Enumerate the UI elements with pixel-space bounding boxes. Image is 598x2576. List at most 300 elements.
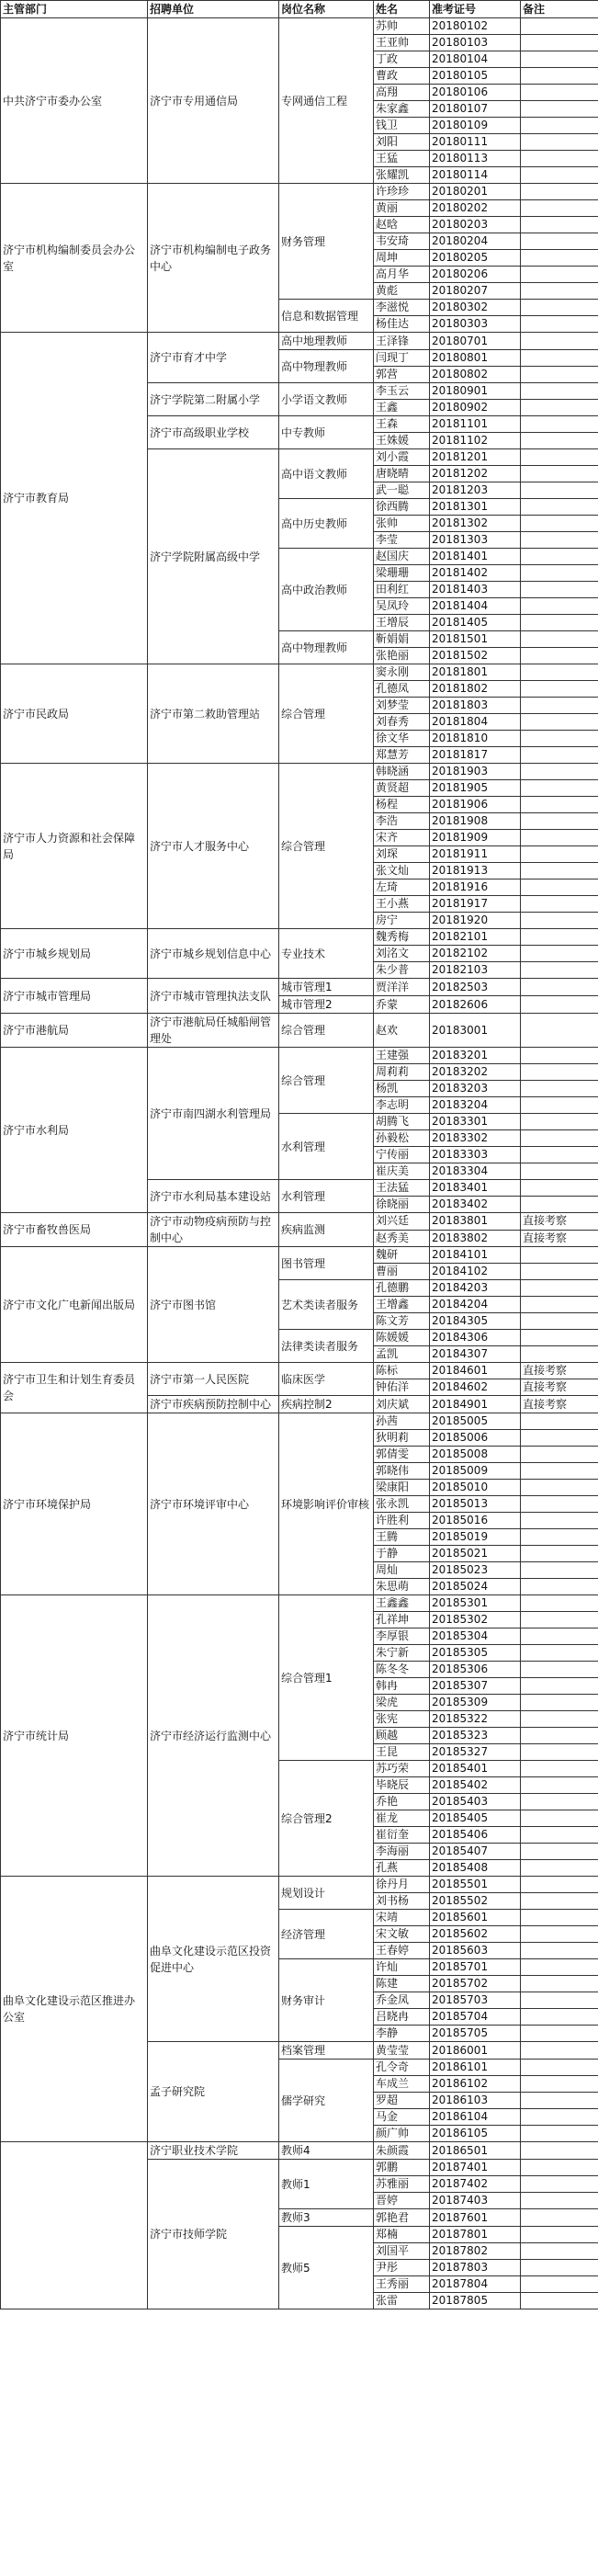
- exam-number-cell: 20183201: [430, 1048, 521, 1064]
- note-cell: [521, 929, 598, 946]
- header-name: 姓名: [374, 1, 430, 18]
- table-row: [1, 1595, 598, 1612]
- exam-number-cell: 20180204: [430, 233, 521, 250]
- exam-number-cell: 20180207: [430, 283, 521, 300]
- note-cell: [521, 631, 598, 648]
- department-cell: 济宁市环境保护局: [1, 1413, 148, 1595]
- name-cell: 王昆: [374, 1744, 430, 1761]
- name-cell: 王腾: [374, 1529, 430, 1546]
- note-cell: [521, 1926, 598, 1943]
- header-note: 备注: [521, 1, 598, 18]
- note-cell: [521, 1992, 598, 2009]
- exam-number-cell: 20185702: [430, 1976, 521, 1992]
- note-cell: [521, 1413, 598, 1430]
- note-cell: [521, 532, 598, 549]
- exam-number-cell: 20183204: [430, 1097, 521, 1114]
- header-row: [1, 1, 598, 18]
- exam-number-cell: 20181302: [430, 516, 521, 532]
- note-cell: [521, 1562, 598, 1579]
- exam-number-cell: 20185603: [430, 1943, 521, 1959]
- name-cell: 黄莹莹: [374, 2042, 430, 2060]
- name-cell: 朱少普: [374, 962, 430, 979]
- name-cell: 陈建: [374, 1976, 430, 1992]
- name-cell: 唐晓晴: [374, 466, 430, 482]
- position-cell: 临床医学: [279, 1363, 374, 1396]
- position-cell: 综合管理: [279, 1048, 374, 1114]
- name-cell: 窦永刚: [374, 664, 430, 681]
- exam-number-cell: 20186501: [430, 2142, 521, 2160]
- note-cell: [521, 2093, 598, 2109]
- exam-number-cell: 20180206: [430, 267, 521, 283]
- exam-number-cell: 20180202: [430, 200, 521, 217]
- name-cell: 韩冉: [374, 1678, 430, 1695]
- name-cell: 李海丽: [374, 1844, 430, 1860]
- note-cell: [521, 1595, 598, 1612]
- name-cell: 高翔: [374, 85, 430, 101]
- name-cell: 张耀凯: [374, 167, 430, 184]
- note-cell: [521, 846, 598, 863]
- exam-number-cell: 20184901: [430, 1396, 521, 1413]
- note-cell: 直接考察: [521, 1230, 598, 1247]
- position-cell: 综合管理: [279, 1014, 374, 1048]
- exam-number-cell: 20181401: [430, 549, 521, 565]
- position-cell: 经济管理: [279, 1910, 374, 1959]
- note-cell: [521, 2293, 598, 2309]
- name-cell: 钱卫: [374, 118, 430, 134]
- note-cell: [521, 1777, 598, 1794]
- name-cell: 崔衍奎: [374, 1827, 430, 1844]
- note-cell: [521, 2076, 598, 2093]
- exam-number-cell: 20183401: [430, 1180, 521, 1197]
- name-cell: 王森: [374, 416, 430, 433]
- note-cell: [521, 664, 598, 681]
- position-cell: 财务审计: [279, 1959, 374, 2042]
- name-cell: 王泽锋: [374, 333, 430, 350]
- exam-number-cell: 20181201: [430, 449, 521, 466]
- note-cell: [521, 1827, 598, 1844]
- note-cell: [521, 1628, 598, 1645]
- exam-number-cell: 20182606: [430, 996, 521, 1014]
- note-cell: [521, 2209, 598, 2227]
- exam-number-cell: 20181916: [430, 879, 521, 896]
- unit-cell: 济宁市港航局任城船闸管理处: [148, 1014, 279, 1048]
- exam-number-cell: 20185302: [430, 1612, 521, 1628]
- note-cell: [521, 1430, 598, 1447]
- name-cell: 陈媛媛: [374, 1330, 430, 1346]
- note-cell: [521, 1678, 598, 1695]
- note-cell: [521, 1910, 598, 1926]
- exam-number-cell: 20180107: [430, 101, 521, 118]
- note-cell: [521, 1744, 598, 1761]
- note-cell: [521, 1761, 598, 1777]
- table-row: [1, 1247, 598, 1264]
- note-cell: [521, 2276, 598, 2293]
- name-cell: 郑慧芳: [374, 747, 430, 764]
- note-cell: [521, 184, 598, 200]
- note-cell: [521, 1297, 598, 1313]
- note-cell: [521, 879, 598, 896]
- exam-number-cell: 20181203: [430, 482, 521, 499]
- name-cell: 车成兰: [374, 2076, 430, 2093]
- name-cell: 苏雅丽: [374, 2176, 430, 2193]
- position-cell: 小学语文教师: [279, 383, 374, 416]
- name-cell: 王姝媛: [374, 433, 430, 449]
- note-cell: [521, 2243, 598, 2260]
- exam-number-cell: 20185006: [430, 1430, 521, 1447]
- position-cell: 水利管理: [279, 1114, 374, 1180]
- name-cell: 刘国平: [374, 2243, 430, 2260]
- unit-cell: 济宁学院第二附属小学: [148, 383, 279, 416]
- note-cell: [521, 516, 598, 532]
- note-cell: [521, 1081, 598, 1097]
- note-cell: [521, 1695, 598, 1711]
- position-cell: 中专教师: [279, 416, 374, 449]
- note-cell: [521, 1976, 598, 1992]
- name-cell: 胡腾飞: [374, 1114, 430, 1130]
- note-cell: [521, 1064, 598, 1081]
- note-cell: 直接考察: [521, 1379, 598, 1396]
- note-cell: [521, 1546, 598, 1562]
- department-cell: 济宁市卫生和计划生育委员会: [1, 1363, 148, 1413]
- exam-number-cell: 20187801: [430, 2227, 521, 2243]
- department-cell: 济宁市水利局: [1, 1048, 148, 1213]
- note-cell: [521, 863, 598, 879]
- exam-number-cell: 20180113: [430, 151, 521, 167]
- department-cell: 中共济宁市委办公室: [1, 18, 148, 184]
- exam-number-cell: 20181402: [430, 565, 521, 582]
- note-cell: 直接考察: [521, 1213, 598, 1231]
- unit-cell: 济宁市育才中学: [148, 333, 279, 383]
- unit-cell: 济宁市经济运行监测中心: [148, 1595, 279, 1877]
- name-cell: 张宪: [374, 1711, 430, 1728]
- name-cell: 李滋悦: [374, 300, 430, 316]
- exam-number-cell: 20185005: [430, 1413, 521, 1430]
- name-cell: 刘春秀: [374, 714, 430, 731]
- note-cell: [521, 151, 598, 167]
- exam-number-cell: 20183801: [430, 1213, 521, 1231]
- name-cell: 顾越: [374, 1728, 430, 1744]
- name-cell: 郭营: [374, 367, 430, 383]
- note-cell: [521, 1014, 598, 1048]
- unit-cell: 济宁市城乡规划信息中心: [148, 929, 279, 979]
- position-cell: 高中历史教师: [279, 499, 374, 549]
- exam-number-cell: 20181920: [430, 913, 521, 929]
- unit-cell: 济宁市专用通信局: [148, 18, 279, 184]
- note-cell: [521, 714, 598, 731]
- name-cell: 钟佑洋: [374, 1379, 430, 1396]
- note-cell: [521, 1579, 598, 1595]
- note-cell: [521, 482, 598, 499]
- name-cell: 许胜利: [374, 1513, 430, 1529]
- exam-number-cell: 20181101: [430, 416, 521, 433]
- note-cell: [521, 1313, 598, 1330]
- exam-number-cell: 20186001: [430, 2042, 521, 2060]
- name-cell: 尹彤: [374, 2260, 430, 2276]
- department-cell: 济宁市教育局: [1, 333, 148, 664]
- department-cell: 济宁市民政局: [1, 664, 148, 764]
- position-cell: 教师1: [279, 2160, 374, 2209]
- name-cell: 梁康阳: [374, 1480, 430, 1496]
- name-cell: 韦安琦: [374, 233, 430, 250]
- note-cell: 直接考察: [521, 1363, 598, 1379]
- name-cell: 李莹: [374, 532, 430, 549]
- department-cell: 济宁市港航局: [1, 1014, 148, 1048]
- name-cell: 乔金凤: [374, 1992, 430, 2009]
- note-cell: [521, 233, 598, 250]
- table-row: [1, 18, 598, 35]
- header-exam-number: 准考证号: [430, 1, 521, 18]
- position-cell: 专业技术: [279, 929, 374, 979]
- note-cell: [521, 316, 598, 333]
- position-cell: 城市管理1: [279, 979, 374, 996]
- table-row: [1, 1213, 598, 1231]
- note-cell: [521, 648, 598, 664]
- name-cell: 吕晓冉: [374, 2009, 430, 2026]
- name-cell: 刘书杨: [374, 1893, 430, 1910]
- name-cell: 晋婷: [374, 2193, 430, 2209]
- exam-number-cell: 20181301: [430, 499, 521, 516]
- name-cell: 周坤: [374, 250, 430, 267]
- exam-number-cell: 20185304: [430, 1628, 521, 1645]
- position-cell: 教师5: [279, 2227, 374, 2309]
- name-cell: 陈冬冬: [374, 1662, 430, 1678]
- note-cell: [521, 830, 598, 846]
- exam-number-cell: 20181905: [430, 780, 521, 797]
- exam-number-cell: 20186103: [430, 2093, 521, 2109]
- exam-number-cell: 20185024: [430, 1579, 521, 1595]
- name-cell: 孔燕: [374, 1860, 430, 1877]
- note-cell: [521, 2193, 598, 2209]
- name-cell: 王秀丽: [374, 2276, 430, 2293]
- note-cell: [521, 68, 598, 85]
- name-cell: 孟凯: [374, 1346, 430, 1363]
- name-cell: 王法猛: [374, 1180, 430, 1197]
- position-cell: 儒学研究: [279, 2060, 374, 2142]
- exam-number-cell: 20180801: [430, 350, 521, 367]
- note-cell: [521, 85, 598, 101]
- exam-number-cell: 20181908: [430, 813, 521, 830]
- name-cell: 曹政: [374, 68, 430, 85]
- name-cell: 刘小霞: [374, 449, 430, 466]
- unit-cell: 孟子研究院: [148, 2042, 279, 2142]
- name-cell: 孔德凤: [374, 681, 430, 698]
- exam-number-cell: 20185408: [430, 1860, 521, 1877]
- exam-number-cell: 20181303: [430, 532, 521, 549]
- exam-number-cell: 20183001: [430, 1014, 521, 1048]
- unit-cell: 济宁市环境评审中心: [148, 1413, 279, 1595]
- name-cell: 张帅: [374, 516, 430, 532]
- name-cell: 于静: [374, 1546, 430, 1562]
- name-cell: 马金: [374, 2109, 430, 2126]
- note-cell: [521, 350, 598, 367]
- exam-number-cell: 20180102: [430, 18, 521, 35]
- name-cell: 刘庆斌: [374, 1396, 430, 1413]
- name-cell: 杨凯: [374, 1081, 430, 1097]
- name-cell: 乔艳: [374, 1794, 430, 1810]
- unit-cell: 济宁市城市管理执法支队: [148, 979, 279, 1014]
- name-cell: 周灿: [374, 1562, 430, 1579]
- exam-number-cell: 20183303: [430, 1147, 521, 1163]
- exam-number-cell: 20180104: [430, 51, 521, 68]
- name-cell: 宋齐: [374, 830, 430, 846]
- exam-number-cell: 20180303: [430, 316, 521, 333]
- name-cell: 徐晓丽: [374, 1197, 430, 1213]
- name-cell: 韩晓涵: [374, 764, 430, 780]
- note-cell: [521, 764, 598, 780]
- name-cell: 房宁: [374, 913, 430, 929]
- name-cell: 孔令奇: [374, 2060, 430, 2076]
- exam-number-cell: 20181102: [430, 433, 521, 449]
- position-cell: 城市管理2: [279, 996, 374, 1014]
- exam-number-cell: 20185704: [430, 2009, 521, 2026]
- position-cell: 高中物理教师: [279, 350, 374, 383]
- exam-number-cell: 20181405: [430, 615, 521, 631]
- note-cell: [521, 780, 598, 797]
- exam-number-cell: 20185703: [430, 1992, 521, 2009]
- exam-number-cell: 20181501: [430, 631, 521, 648]
- name-cell: 王增鑫: [374, 1297, 430, 1313]
- department-cell: 济宁市文化广电新闻出版局: [1, 1247, 148, 1363]
- position-cell: 环境影响评价审核: [279, 1413, 374, 1595]
- name-cell: 郭倩雯: [374, 1447, 430, 1463]
- note-cell: [521, 1711, 598, 1728]
- note-cell: [521, 18, 598, 35]
- note-cell: [521, 400, 598, 416]
- exam-number-cell: 20186101: [430, 2060, 521, 2076]
- unit-cell: 济宁职业技术学院: [148, 2142, 279, 2160]
- position-cell: 法律类读者服务: [279, 1330, 374, 1363]
- position-cell: 综合管理: [279, 764, 374, 929]
- note-cell: [521, 101, 598, 118]
- name-cell: 刘洺文: [374, 946, 430, 962]
- note-cell: [521, 747, 598, 764]
- name-cell: 刘梦莹: [374, 698, 430, 714]
- exam-number-cell: 20181917: [430, 896, 521, 913]
- name-cell: 陈文芳: [374, 1313, 430, 1330]
- note-cell: [521, 1163, 598, 1180]
- note-cell: [521, 1463, 598, 1480]
- exam-number-cell: 20187402: [430, 2176, 521, 2193]
- name-cell: 徐文华: [374, 731, 430, 747]
- exam-number-cell: 20181802: [430, 681, 521, 698]
- name-cell: 武一聪: [374, 482, 430, 499]
- name-cell: 吴凤玲: [374, 598, 430, 615]
- unit-cell: 济宁市动物疫病预防与控制中心: [148, 1213, 279, 1247]
- note-cell: [521, 1844, 598, 1860]
- position-cell: 综合管理1: [279, 1595, 374, 1761]
- name-cell: 杨程: [374, 797, 430, 813]
- note-cell: [521, 913, 598, 929]
- name-cell: 孔德鹏: [374, 1280, 430, 1297]
- table-row: [1, 1877, 598, 1893]
- table-body: [1, 18, 598, 2309]
- note-cell: [521, 1959, 598, 1976]
- exam-number-cell: 20186102: [430, 2076, 521, 2093]
- exam-number-cell: 20185023: [430, 1562, 521, 1579]
- table-row: [1, 764, 598, 780]
- note-cell: [521, 1447, 598, 1463]
- name-cell: 张文灿: [374, 863, 430, 879]
- position-cell: 综合管理2: [279, 1761, 374, 1877]
- exam-number-cell: 20180205: [430, 250, 521, 267]
- name-cell: 梁虎: [374, 1695, 430, 1711]
- name-cell: 徐丹月: [374, 1877, 430, 1893]
- exam-number-cell: 20185705: [430, 2026, 521, 2042]
- note-cell: [521, 267, 598, 283]
- name-cell: 张永凯: [374, 1496, 430, 1513]
- header-dept: 主管部门: [1, 1, 148, 18]
- note-cell: [521, 1943, 598, 1959]
- exam-number-cell: 20184306: [430, 1330, 521, 1346]
- exam-number-cell: 20182103: [430, 962, 521, 979]
- table-row: [1, 333, 598, 350]
- exam-number-cell: 20185322: [430, 1711, 521, 1728]
- name-cell: 宋靖: [374, 1910, 430, 1926]
- note-cell: [521, 1048, 598, 1064]
- exam-number-cell: 20185403: [430, 1794, 521, 1810]
- note-cell: [521, 118, 598, 134]
- exam-number-cell: 20183304: [430, 1163, 521, 1180]
- name-cell: 王鑫: [374, 400, 430, 416]
- exam-number-cell: 20185327: [430, 1744, 521, 1761]
- exam-number-cell: 20184204: [430, 1297, 521, 1313]
- note-cell: [521, 565, 598, 582]
- note-cell: [521, 2160, 598, 2176]
- position-cell: 高中政治教师: [279, 549, 374, 631]
- exam-number-cell: 20181906: [430, 797, 521, 813]
- note-cell: [521, 2026, 598, 2042]
- name-cell: 宋文敏: [374, 1926, 430, 1943]
- exam-number-cell: 20185305: [430, 1645, 521, 1662]
- note-cell: [521, 2009, 598, 2026]
- note-cell: [521, 1247, 598, 1264]
- position-cell: 专网通信工程: [279, 18, 374, 184]
- exam-number-cell: 20185323: [430, 1728, 521, 1744]
- name-cell: 罗超: [374, 2093, 430, 2109]
- name-cell: 魏研: [374, 1247, 430, 1264]
- position-cell: 高中语文教师: [279, 449, 374, 499]
- position-cell: 疾病控制2: [279, 1396, 374, 1413]
- note-cell: [521, 797, 598, 813]
- exam-number-cell: 20184101: [430, 1247, 521, 1264]
- note-cell: [521, 1645, 598, 1662]
- note-cell: [521, 615, 598, 631]
- note-cell: [521, 962, 598, 979]
- name-cell: 王猛: [374, 151, 430, 167]
- note-cell: [521, 300, 598, 316]
- name-cell: 梁珊珊: [374, 565, 430, 582]
- note-cell: [521, 1728, 598, 1744]
- name-cell: 张艳丽: [374, 648, 430, 664]
- note-cell: [521, 383, 598, 400]
- note-cell: [521, 1197, 598, 1213]
- position-cell: 财务管理: [279, 184, 374, 300]
- unit-cell: 济宁市图书馆: [148, 1247, 279, 1363]
- note-cell: [521, 2109, 598, 2126]
- note-cell: [521, 416, 598, 433]
- department-cell: 济宁市统计局: [1, 1595, 148, 1877]
- exam-number-cell: 20186104: [430, 2109, 521, 2126]
- unit-cell: 济宁学院附属高级中学: [148, 449, 279, 664]
- position-cell: 疾病监测: [279, 1213, 374, 1247]
- exam-number-cell: 20185401: [430, 1761, 521, 1777]
- note-cell: [521, 433, 598, 449]
- name-cell: 郭晓伟: [374, 1463, 430, 1480]
- header-position: 岗位名称: [279, 1, 374, 18]
- name-cell: 孔祥坤: [374, 1612, 430, 1628]
- exam-number-cell: 20185306: [430, 1662, 521, 1678]
- exam-number-cell: 20184602: [430, 1379, 521, 1396]
